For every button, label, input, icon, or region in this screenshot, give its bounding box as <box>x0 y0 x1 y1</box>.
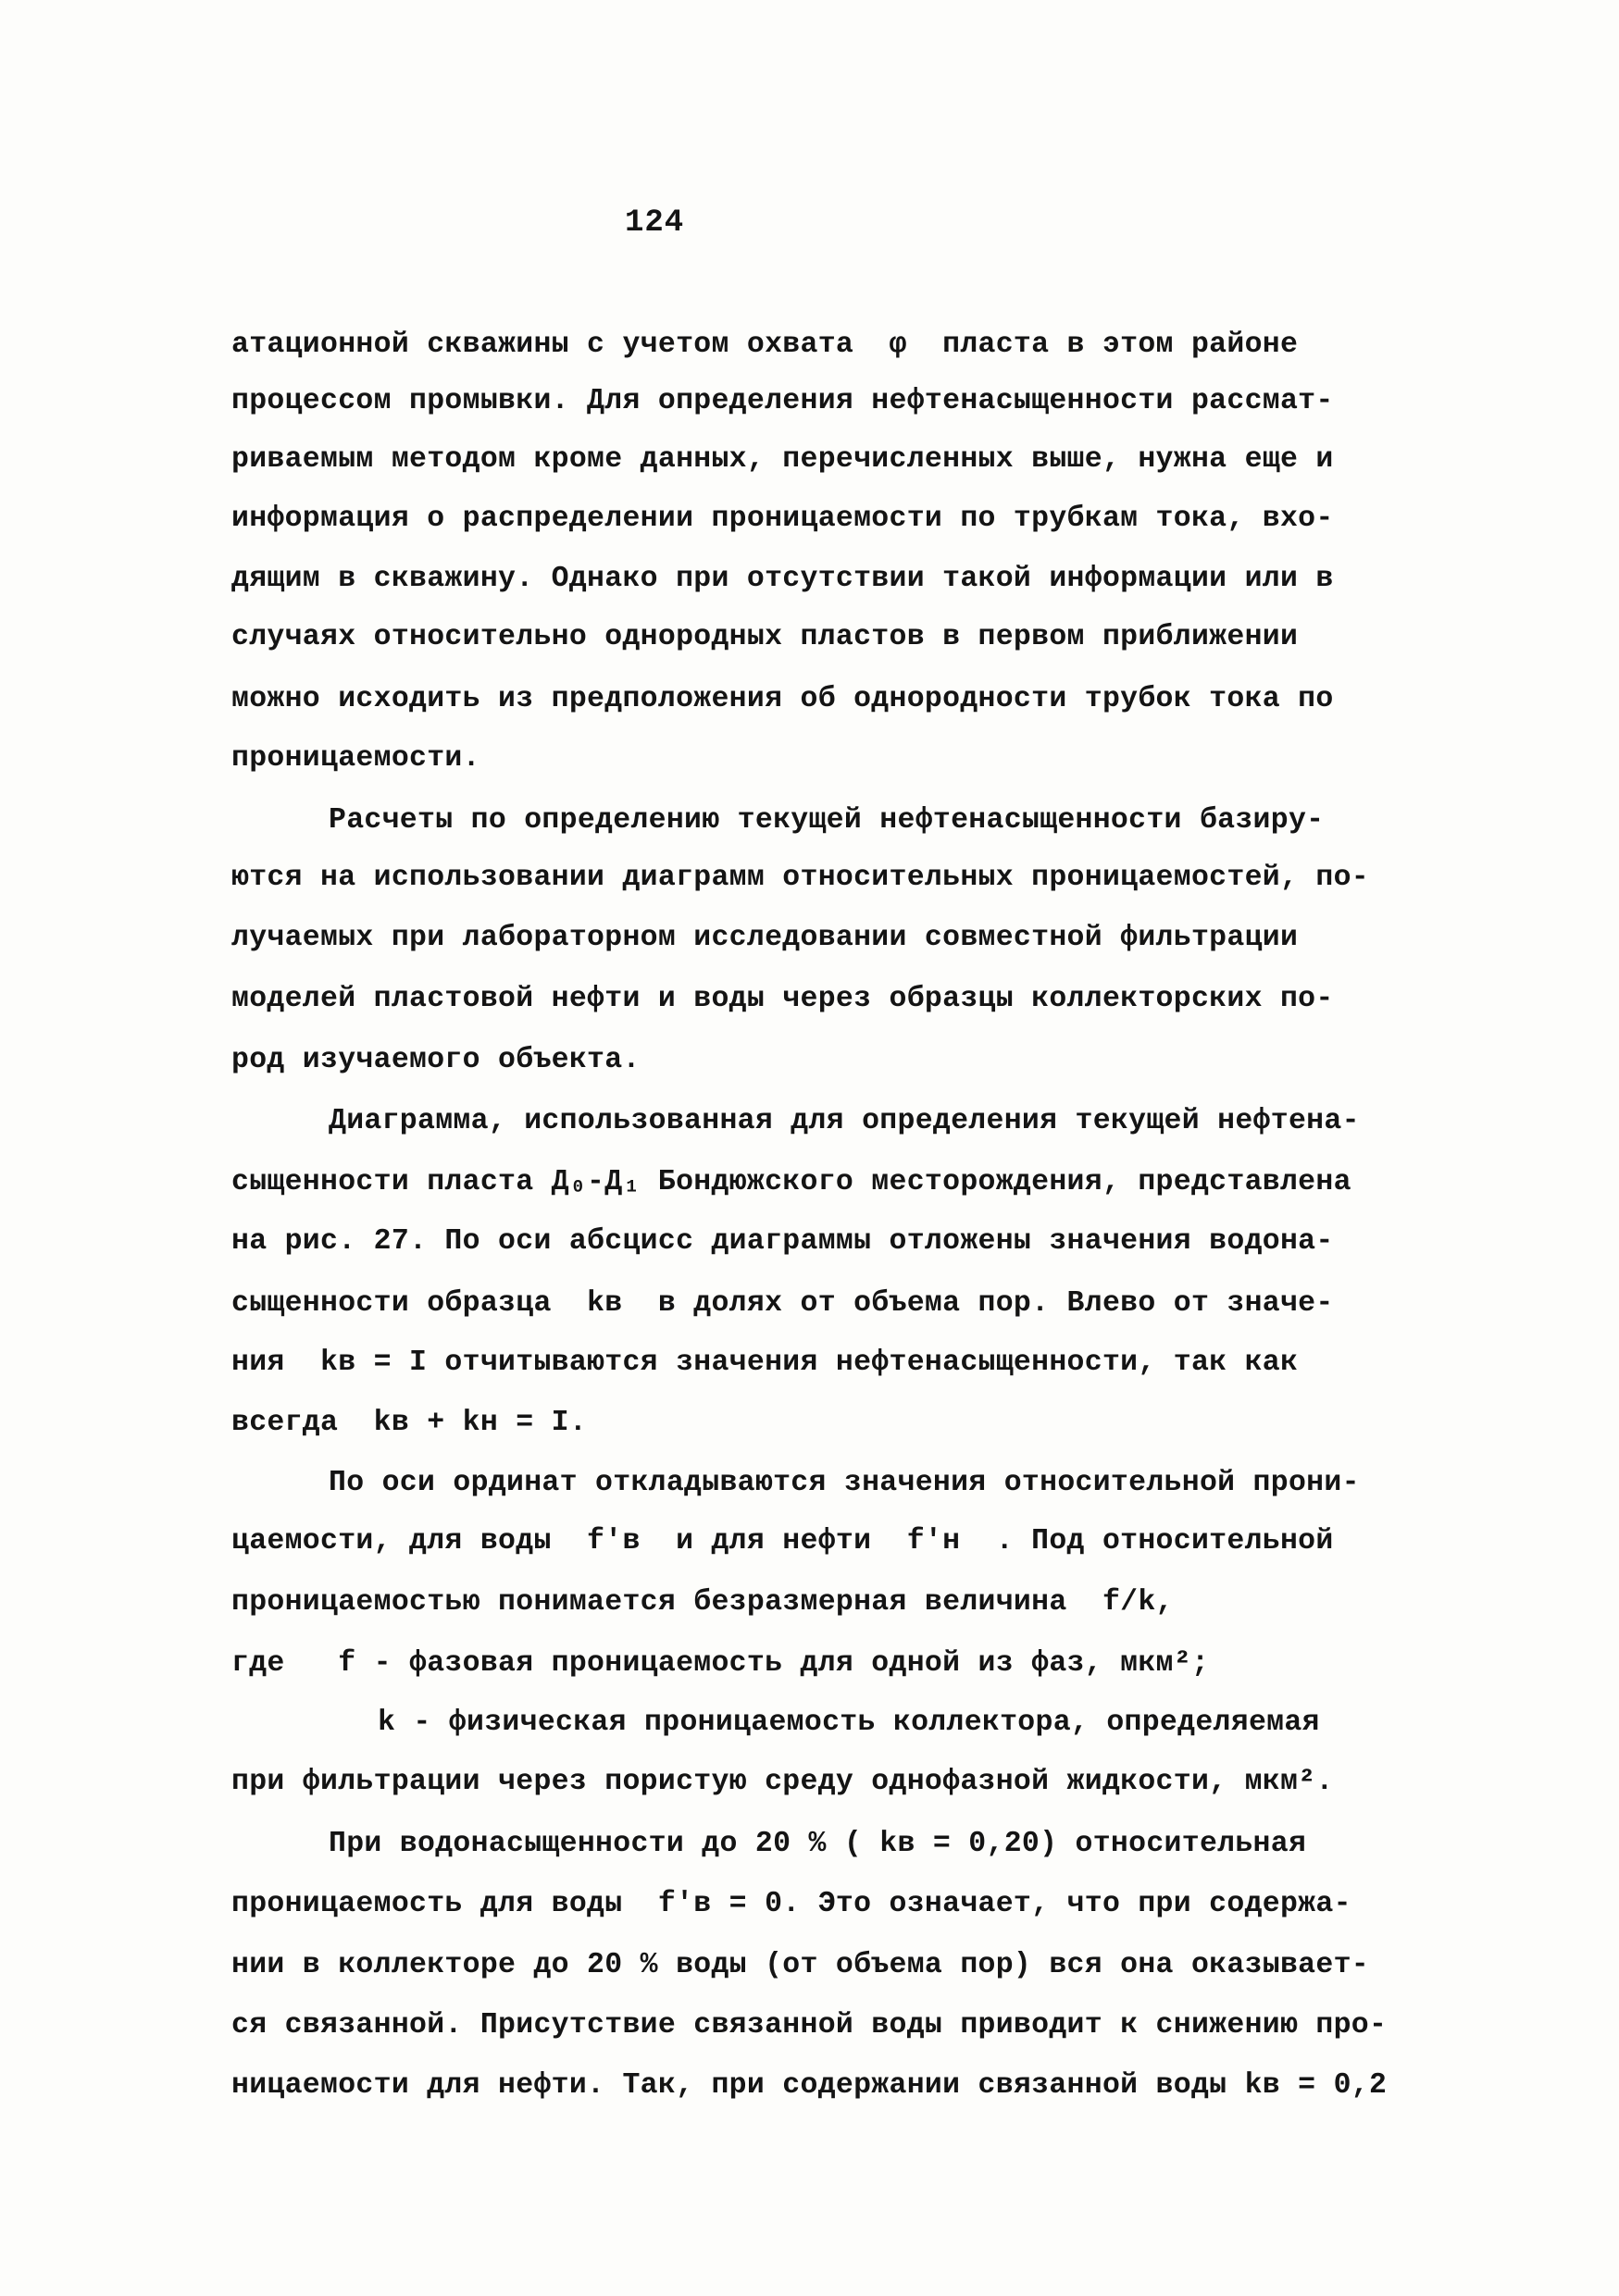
text-line: цаемости, для воды f'в и для нефти f'н . Под относительной <box>231 1525 1334 1558</box>
text-line: k - физическая проницаемость коллектора, определяемая <box>378 1706 1320 1739</box>
text-line: При водонасыщенности до 20 % ( kв = 0,20) относительная <box>329 1828 1307 1860</box>
text-line: при фильтрации через пористую среду однофазной жидкости, мкм². <box>231 1766 1334 1798</box>
text-line: род изучаемого объекта. <box>231 1044 641 1076</box>
text-line: Диаграмма, использованная для определения текущей нефтена- <box>329 1105 1360 1137</box>
page-number: 124 <box>625 205 685 241</box>
text-line: можно исходить из предположения об однородности трубок тока по <box>231 683 1334 715</box>
text-line: моделей пластовой нефти и воды через образцы коллекторских по- <box>231 983 1334 1015</box>
text-line: дящим в скважину. Однако при отсутствии такой информации или в <box>231 563 1334 595</box>
text-line: сыщенности образца kв в долях от объема пор. Влево от значе- <box>231 1287 1334 1320</box>
text-line: проницаемости. <box>231 742 480 775</box>
text-line: лучаемых при лабораторном исследовании совместной фильтрации <box>231 922 1299 954</box>
text-line: всегда kв + kн = I. <box>231 1407 588 1439</box>
text-line: атационной скважины с учетом охвата φ пласта в этом районе <box>231 329 1299 361</box>
text-line: риваемым методом кроме данных, перечисленных выше, нужна еще и <box>231 443 1334 476</box>
text-line: нии в коллекторе до 20 % воды (от объема пор) вся она оказывает- <box>231 1949 1369 1981</box>
text-line: на рис. 27. По оси абсцисс диаграммы отложены значения водона- <box>231 1225 1334 1258</box>
text-line: где f - фазовая проницаемость для одной из фаз, мкм²; <box>231 1647 1210 1680</box>
text-line: сыщенности пласта Д₀-Д₁ Бондюжского месторождения, представлена <box>231 1166 1351 1198</box>
text-line: По оси ординат откладываются значения относительной прони- <box>329 1467 1360 1499</box>
text-line: ся связанной. Присутствие связанной воды приводит к снижению про- <box>231 2009 1388 2042</box>
text-line: процессом промывки. Для определения нефтенасыщенности рассмат- <box>231 385 1334 417</box>
text-line: проницаемость для воды f'в = 0. Это означает, что при содержа- <box>231 1888 1351 1920</box>
text-line: ницаемости для нефти. Так, при содержании связанной воды kв = 0,2 <box>231 2069 1388 2102</box>
text-line: ния kв = I отчитываются значения нефтенасыщенности, так как <box>231 1347 1299 1379</box>
text-line: информация о распределении проницаемости по трубкам тока, вхо- <box>231 503 1334 535</box>
text-line: проницаемостью понимается безразмерная величина f/k, <box>231 1586 1174 1619</box>
text-line: Расчеты по определению текущей нефтенасыщенности базиру- <box>329 804 1325 837</box>
text-line: случаях относительно однородных пластов в первом приближении <box>231 621 1299 653</box>
text-line: ются на использовании диаграмм относительных проницаемостей, по- <box>231 862 1369 894</box>
